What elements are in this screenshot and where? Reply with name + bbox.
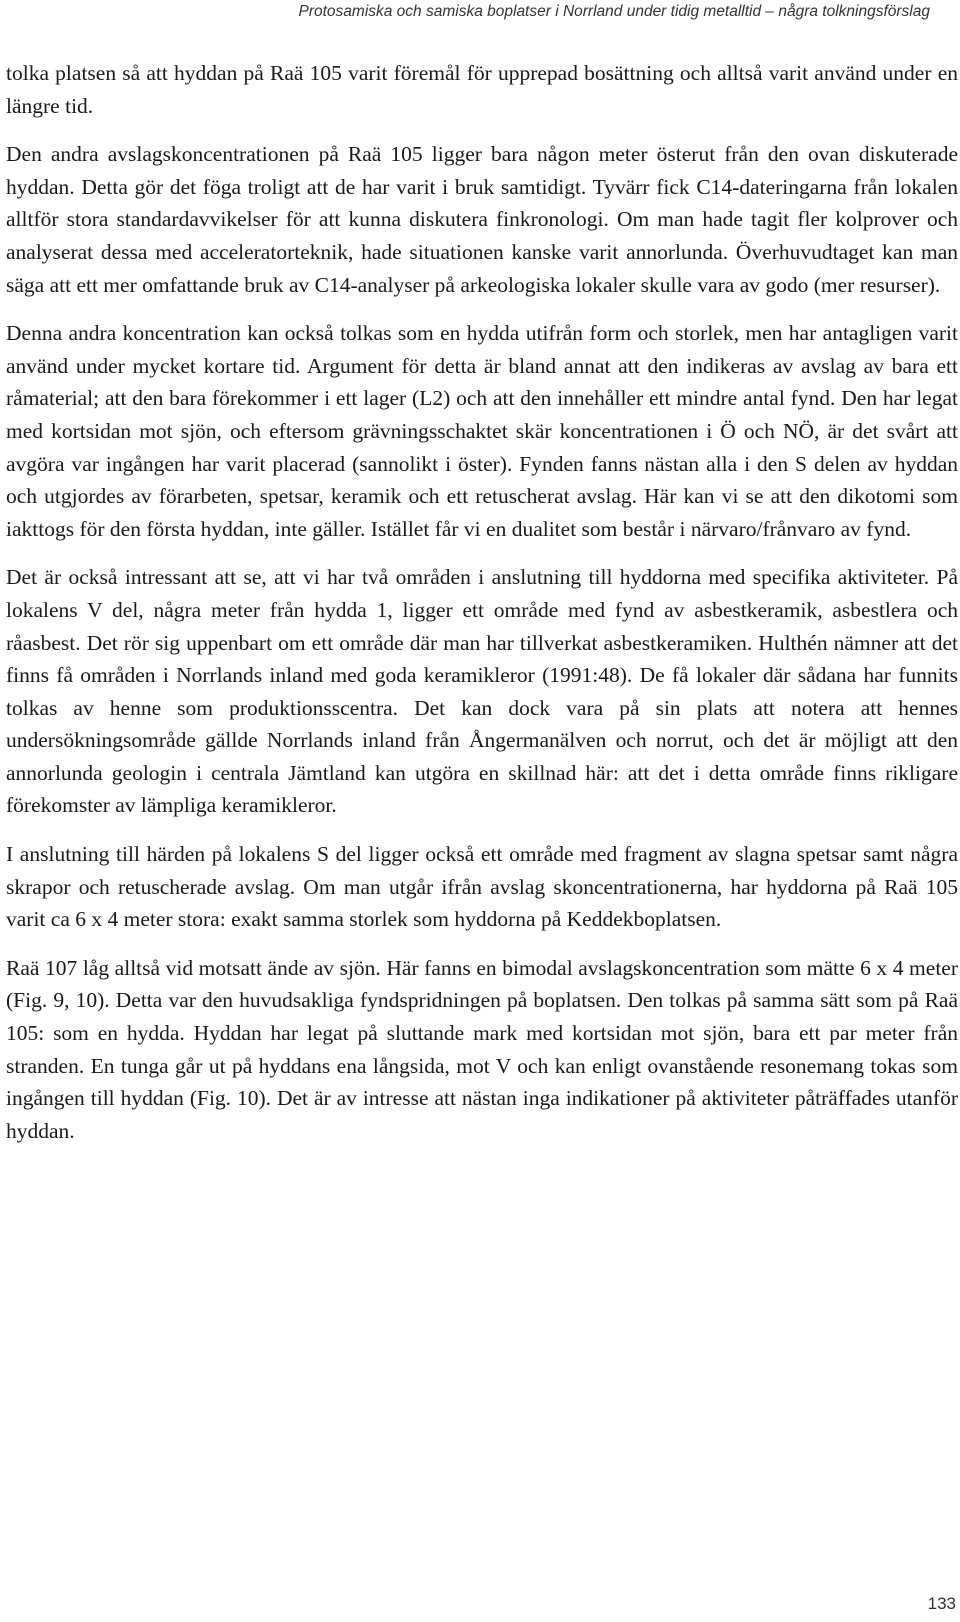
paragraph: Den andra avslagskoncentrationen på Raä 105 ligger bara någon meter österut från den ovan diskuterade hyddan. Detta gör det föga troligt att de har varit i bruk samtidigt. Tyvärr fick C14-dateringarna från lokalen alltför stora standardavvikelser för att kunna diskutera finkronologi. Om man hade tagit fler kolprover och analyserat dessa med acceleratorteknik, hade situationen kanske varit annorlunda. Överhuvudtaget kan man säga att ett mer omfattande bruk av C14-analyser på arkeologiska lokaler skulle vara av godo (mer resurser). bbox=[6, 142, 958, 297]
paragraph: Det är också intressant att se, att vi har två områden i anslutning till hyddorna med specifika aktiviteter. På lokalens V del, några meter från hydda 1, ligger ett område med fynd av asbestkeramik, asbestlera och råasbest. Det rör sig uppenbart om ett område där man har tillverkat asbestkeramiken. Hulthén nämner att det finns få områden i Norrlands inland med goda keramikleror (1991:48). De få lokaler där sådana har funnits tolkas av henne som produktionsscentra. Det kan dock vara på sin plats att notera att hennes undersökningsområde gällde Norrlands inland från Ångermanälven och norrut, och det är möjligt att den annorlunda geologin i centrala Jämtland kan utgöra en skillnad här: att det i detta område finns rikligare förekomster av lämpliga keramikleror. bbox=[6, 565, 958, 818]
body-text bbox=[6, 57, 958, 1163]
paragraph: Raä 107 låg alltså vid motsatt ände av sjön. Här fanns en bimodal avslagskoncentration som mätte 6 x 4 meter (Fig. 9, 10). Detta var den huvudsakliga fyndspridningen på boplatsen. Den tolkas på samma sätt som på Raä 105: som en hydda. Hyddan har legat på sluttande mark med kortsidan mot sjön, bara ett par meter från stranden. En tunga går ut på hyddans ena långsida, mot V och kan enligt ovanstående resonemang tokas som ingången till hyddan (Fig. 10). Det är av intresse att nästan inga indikationer på aktiviteter påträffades utanför hyddan. bbox=[6, 955, 958, 1143]
paragraph: tolka platsen så att hyddan på Raä 105 varit föremål för upprepad bosättning och alltså varit använd under en längre tid. bbox=[6, 61, 958, 118]
paragraph: I anslutning till härden på lokalens S del ligger också ett område med fragment av slagna spetsar samt några skrapor och retuscherade avslag. Om man utgår ifrån avslag skoncentrationerna, har hyddorna på Raä 105 varit ca 6 x 4 meter stora: exakt samma storlek som hyddorna på Keddekboplatsen. bbox=[6, 842, 958, 932]
running-header: Protosamiska och samiska boplatser i Norrland under tidig metalltid – några tolkningsförslag bbox=[298, 3, 930, 20]
paragraph: Denna andra koncentration kan också tolkas som en hydda utifrån form och storlek, men har antagligen varit använd under mycket kortare tid. Argument för detta är bland annat att den indikeras av avslag av bara ett råmaterial; att den bara förekommer i ett lager (L2) och att den innehåller ett mindre antal fynd. Den har legat med kortsidan mot sjön, och eftersom grävningsschaktet skär koncentrationen i Ö och NÖ, är det svårt att avgöra var ingången har varit placerad (sannolikt i öster). Fynden fanns nästan alla i den S delen av hyddan och utgjordes av förarbeten, spetsar, keramik och ett retuscherat avslag. Här kan vi se att den dikotomi som iakttogs för den första hyddan, inte gäller. Istället får vi en dualitet som består i närvaro/frånvaro av fynd. bbox=[6, 321, 958, 541]
page-number: 133 bbox=[927, 1594, 956, 1613]
